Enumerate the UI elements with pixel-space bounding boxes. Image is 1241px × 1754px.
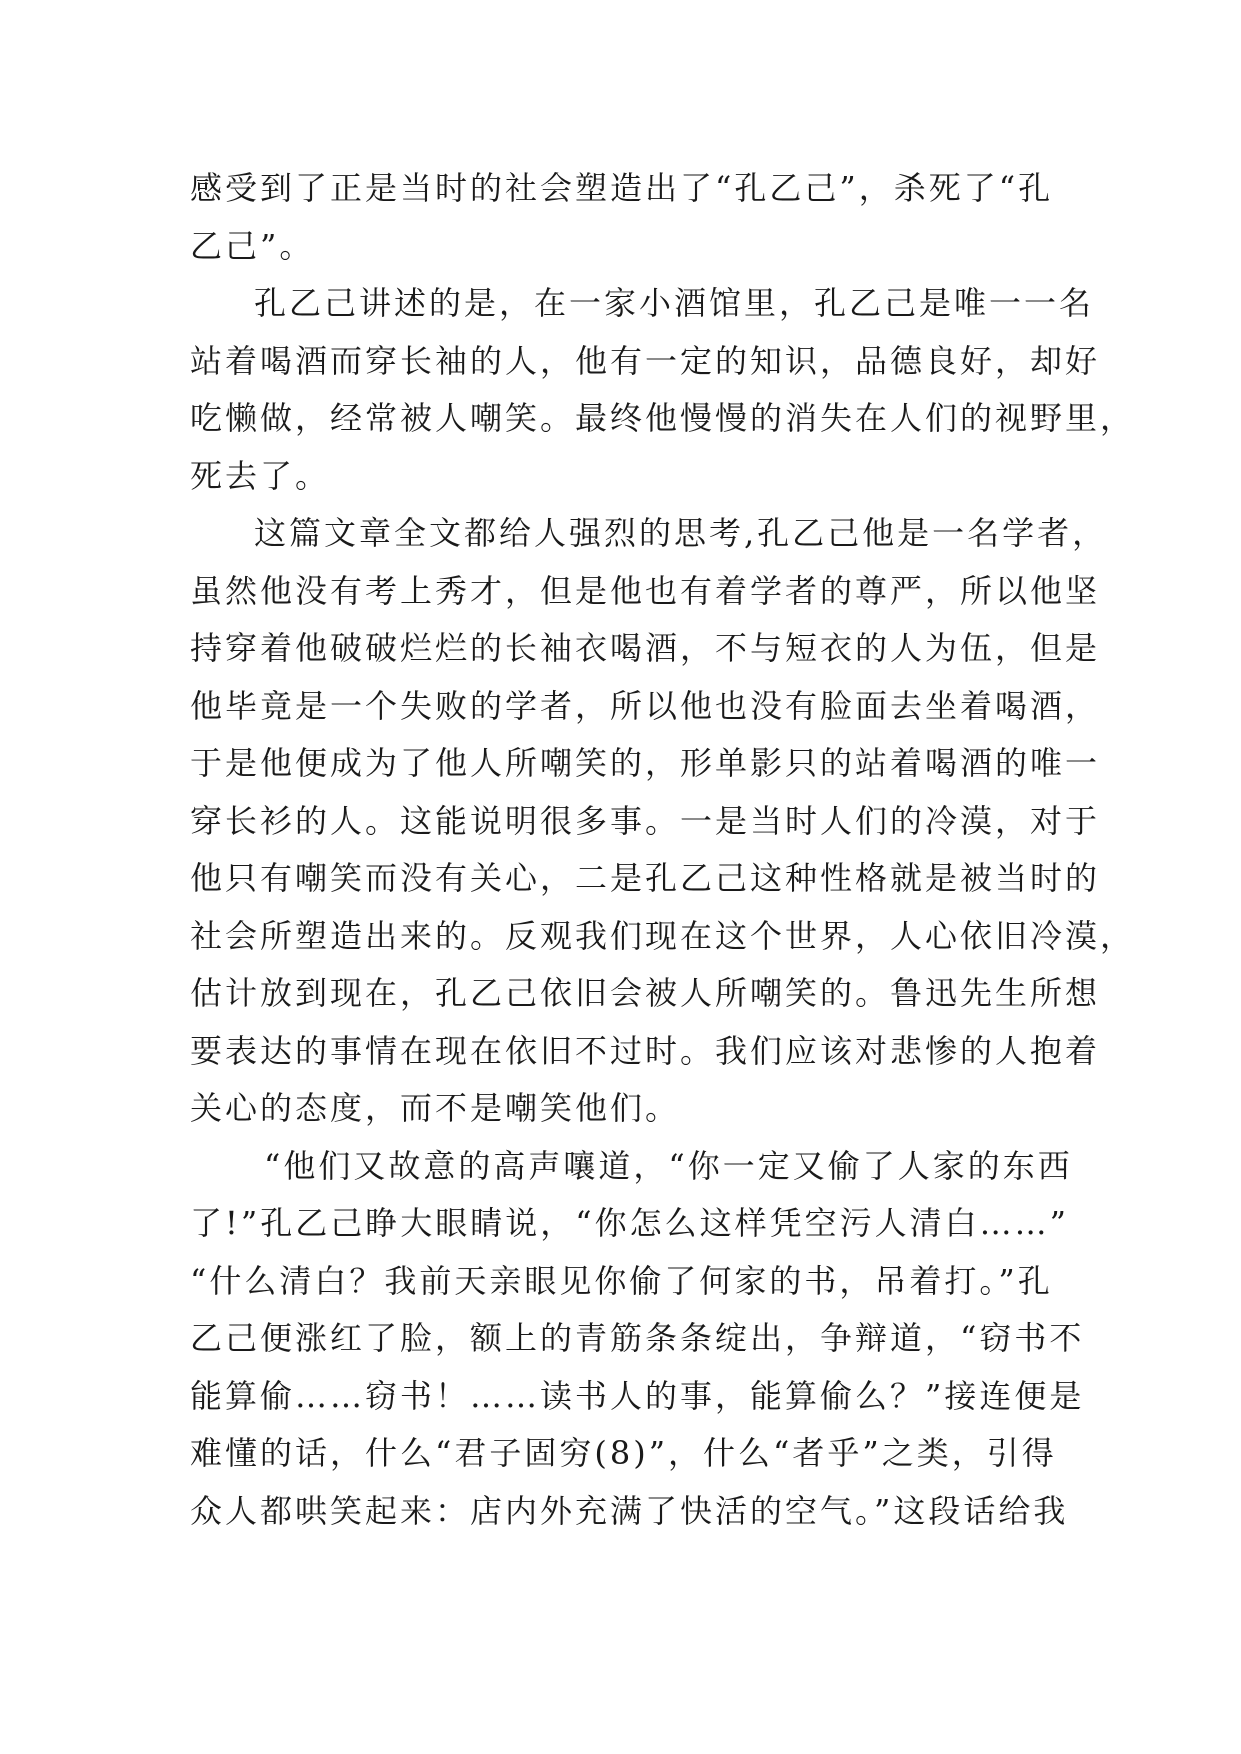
- paragraph-start-line: 孔乙己讲述的是，在一家小酒馆里，孔乙己是唯一一名: [254, 284, 1095, 322]
- text-line: 他只有嘲笑而没有关心，二是孔乙己这种性格就是被当时的: [190, 859, 1101, 897]
- text-line: 社会所塑造出来的。反观我们现在这个世界，人心依旧冷漠，: [190, 916, 1136, 955]
- text-line: 死去了。: [190, 456, 331, 495]
- text-line: 了!”孔乙己睁大眼睛说，“你怎么这样凭空污人清白……”: [190, 1204, 1069, 1242]
- body-text: [190, 160, 1136, 1540]
- text-line: 能算偷……窃书！……读书人的事，能算偷么？”接连便是: [190, 1376, 1085, 1415]
- text-line: 虽然他没有考上秀才，但是他也有着学者的尊严，所以他坚: [190, 571, 1101, 610]
- paragraph-start-line: “他们又故意的高声嚷道，“你一定又偷了人家的东西: [264, 1146, 1073, 1185]
- text-line: 估计放到现在，孔乙己依旧会被人所嘲笑的。鲁迅先生所想: [190, 974, 1101, 1012]
- paragraph-start-line: 这篇文章全文都给人强烈的思考,孔乙己他是一名学者，: [254, 514, 1108, 552]
- text-line: 持穿着他破破烂烂的长袖衣喝酒，不与短衣的人为伍，但是: [190, 629, 1101, 667]
- text-line: 众人都哄笑起来：店内外充满了快活的空气。”这段话给我: [190, 1491, 1069, 1530]
- text-line: 感受到了正是当时的社会塑造出了“孔乙己”，杀死了“孔: [190, 169, 1054, 207]
- text-line: 穿长衫的人。这能说明很多事。一是当时人们的冷漠，对于: [190, 801, 1101, 840]
- text-line: 于是他便成为了他人所嘲笑的，形单影只的站着喝酒的唯一: [190, 744, 1101, 782]
- text-line: 他毕竟是一个失败的学者，所以他也没有脸面去坐着喝酒，: [190, 686, 1101, 725]
- text-line: 乙己”。: [190, 226, 315, 265]
- text-line: 要表达的事情在现在依旧不过时。我们应该对悲惨的人抱着: [190, 1031, 1101, 1070]
- text-line: 关心的态度，而不是嘲笑他们。: [190, 1089, 681, 1127]
- text-line: “什么清白？我前天亲眼见你偷了何家的书，吊着打。”孔: [190, 1261, 1053, 1300]
- text-line: 站着喝酒而穿长袖的人，他有一定的知识，品德良好，却好: [190, 341, 1101, 380]
- text-line: 乙己便涨红了脸，额上的青筋条条绽出，争辩道，“窃书不: [190, 1319, 1085, 1357]
- text-line: 吃懒做，经常被人嘲笑。最终他慢慢的消失在人们的视野里，: [190, 399, 1136, 437]
- text-line: 难懂的话，什么“君子固穷(8)”，什么“者乎”之类，引得: [190, 1434, 1057, 1472]
